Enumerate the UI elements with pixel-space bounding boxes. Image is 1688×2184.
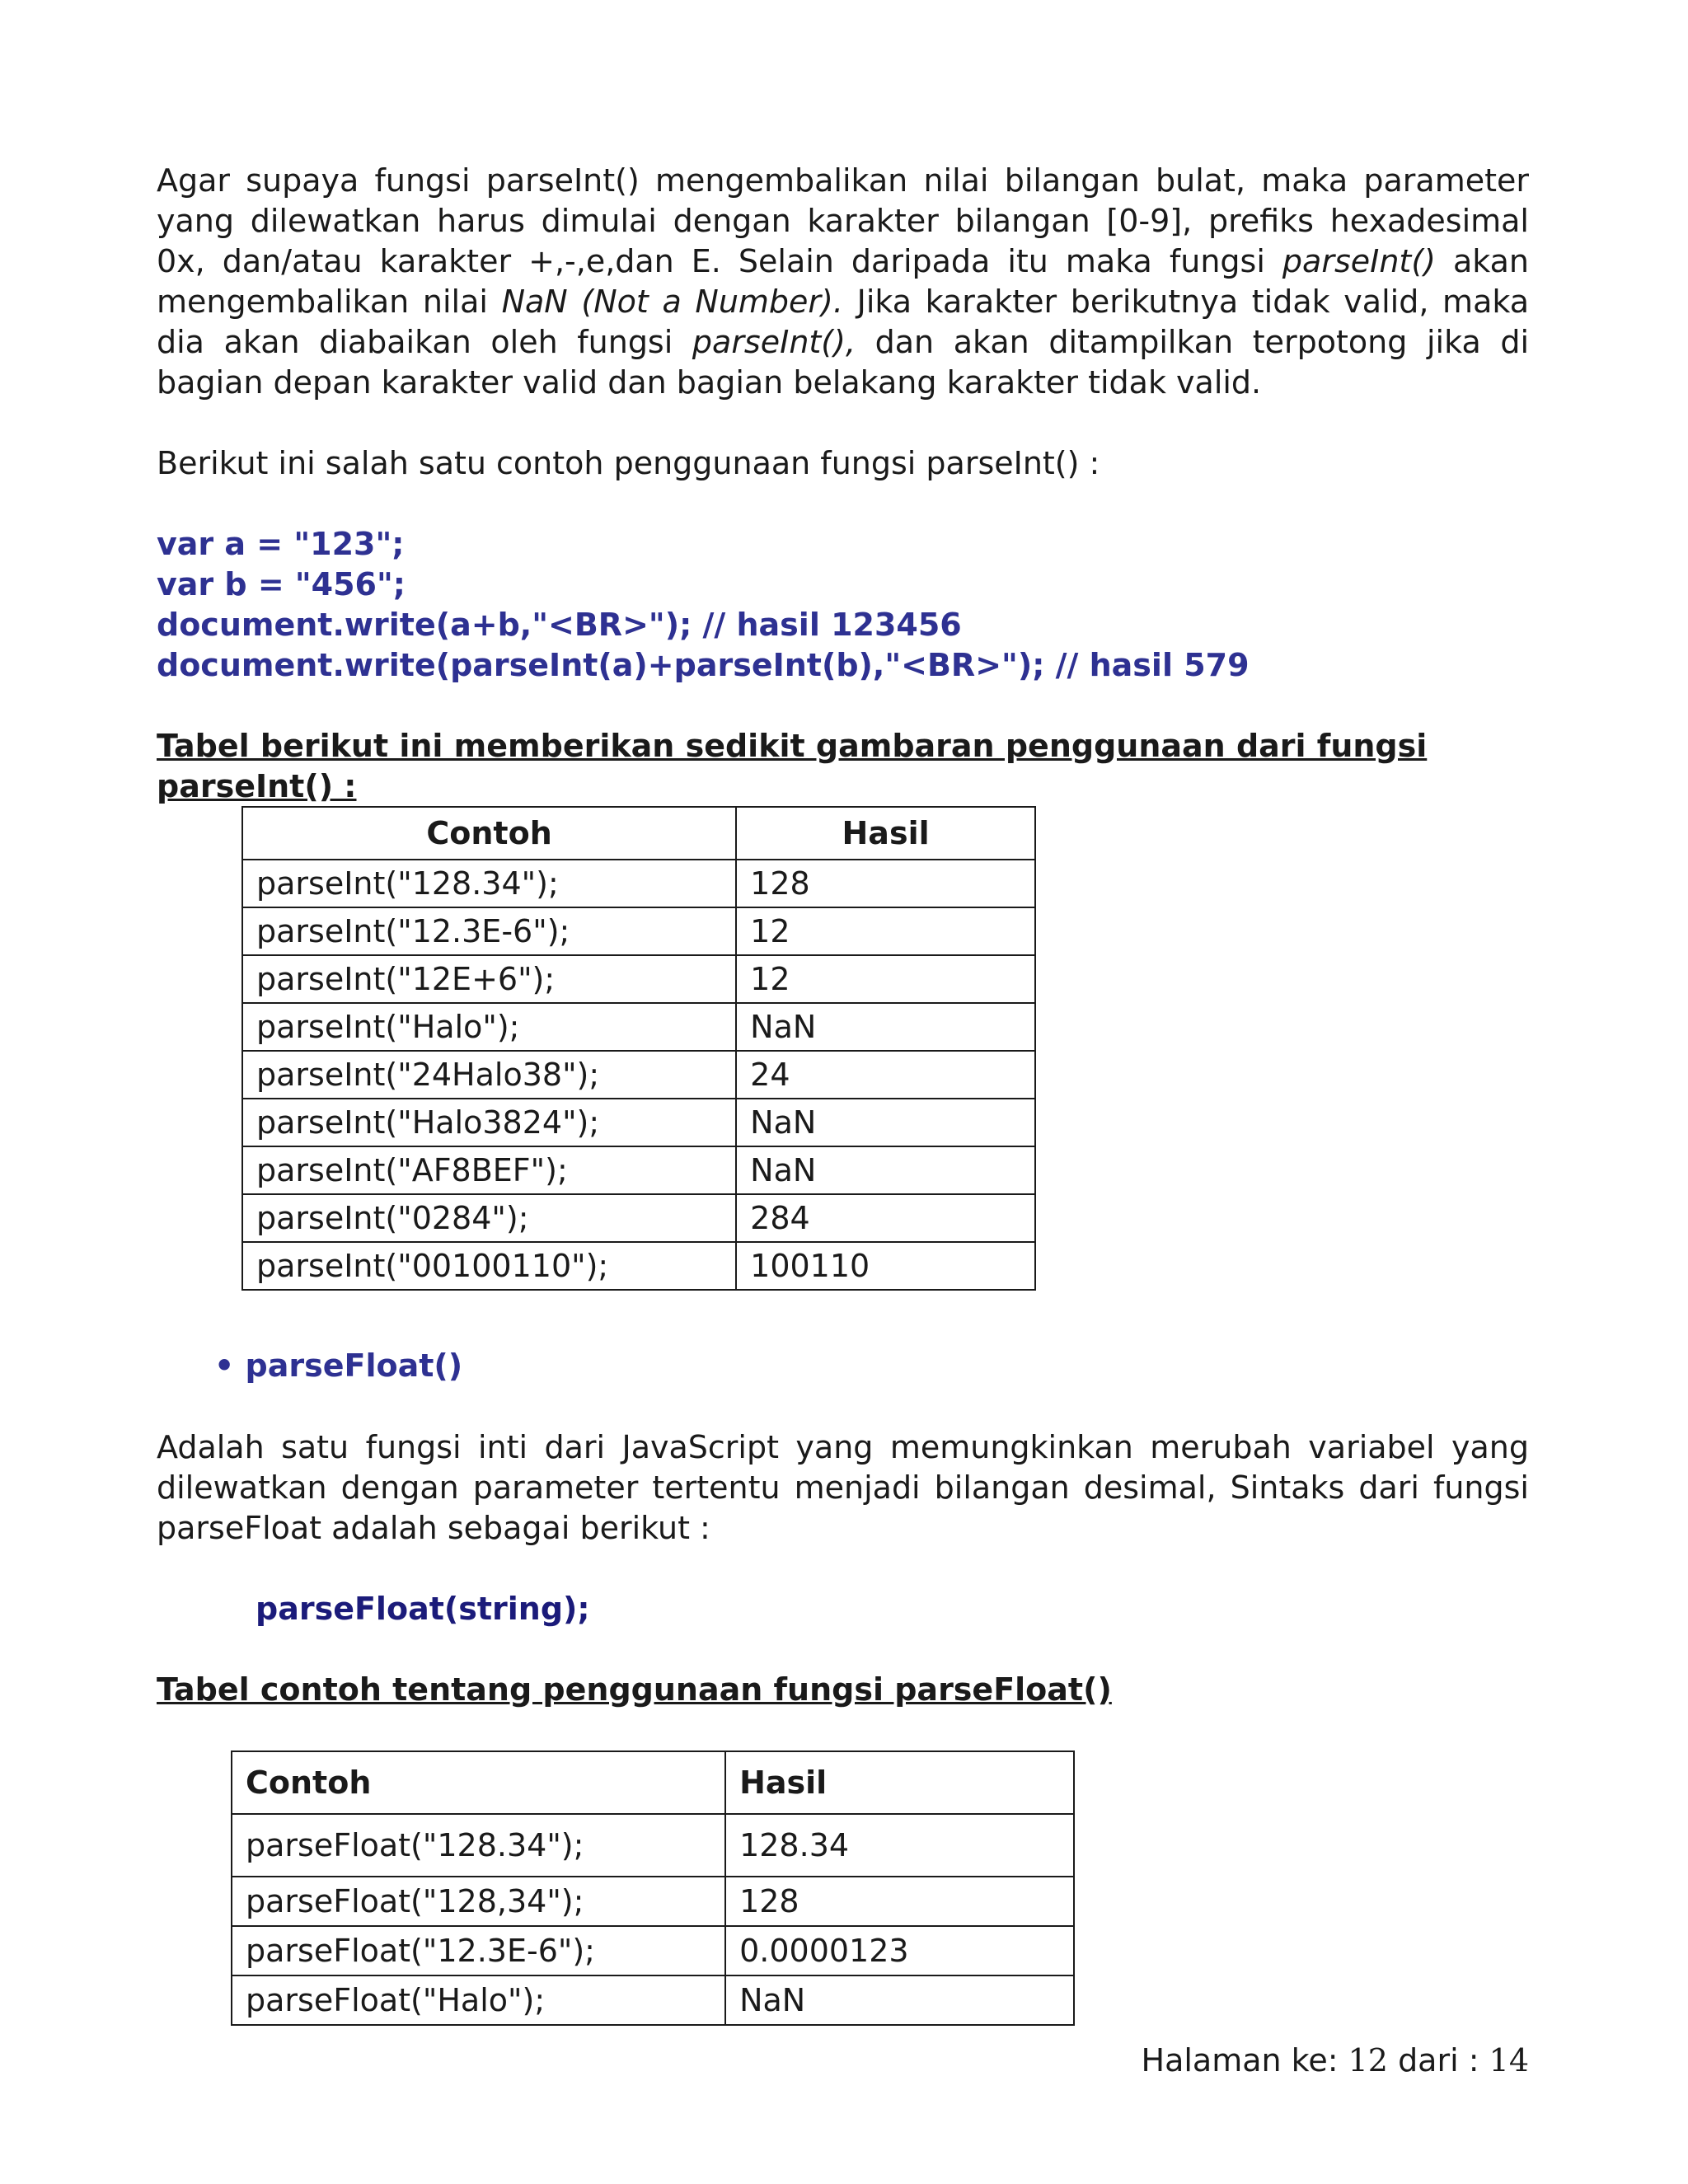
table-row (242, 907, 1035, 955)
cell-contoh: parseInt("Halo"); (242, 1003, 736, 1051)
text-segment: 0x, dan/atau karakter +,-,e,dan E. Selain daripada itu maka fungsi (157, 243, 1282, 279)
cell-contoh: parseInt("24Halo38"); (242, 1051, 736, 1099)
cell-contoh: parseInt("0284"); (242, 1194, 736, 1242)
main-content (157, 161, 1529, 807)
table-header-row (232, 1751, 1074, 1814)
paragraph-parsefloat (157, 1427, 1529, 1549)
table-row (242, 1003, 1035, 1051)
paragraph-line: dilewatkan dengan parameter tertentu menjadi bilangan desimal, Sintaks dari fungsi (157, 1469, 1529, 1506)
text-segment: dia akan diabaikan oleh fungsi (157, 324, 692, 360)
cell-hasil: 100110 (736, 1242, 1035, 1290)
cell-hasil: NaN (736, 1146, 1035, 1194)
code-line: document.write(a+b,"<BR>"); // hasil 123456 (157, 607, 962, 643)
table-row (242, 955, 1035, 1003)
italic-term: parseInt() (1282, 243, 1436, 279)
paragraph-line (157, 282, 1529, 322)
table-header-row (242, 807, 1035, 860)
cell-contoh: parseInt("128.34"); (242, 860, 736, 907)
cell-hasil: 0.0000123 (725, 1926, 1074, 1975)
page-total: 14 (1489, 2042, 1529, 2079)
parsefloat-heading: • parseFloat() (214, 1347, 463, 1384)
code-line: var a = "123"; (157, 526, 405, 562)
cell-contoh: parseFloat("128.34"); (232, 1814, 725, 1877)
column-header-hasil: Hasil (736, 807, 1035, 860)
text-segment: dan akan ditampilkan terpotong jika di (856, 324, 1530, 360)
table1-title: Tabel berikut ini memberikan sedikit gambaran penggunaan dari fungsi parseInt() : (157, 728, 1428, 804)
paragraph-line (157, 322, 1529, 363)
column-header-contoh: Contoh (242, 807, 736, 860)
cell-hasil: 128 (736, 860, 1035, 907)
page-footer (1142, 2042, 1530, 2079)
syntax-code: parseFloat(string); (256, 1591, 590, 1627)
italic-term: parseInt(), (692, 324, 856, 360)
italic-term: NaN (Not a Number). (501, 284, 843, 320)
intro-text: Berikut ini salah satu contoh penggunaan fungsi parseInt() : (157, 445, 1100, 481)
cell-hasil: 128.34 (725, 1814, 1074, 1877)
paragraph-line: Agar supaya fungsi parseInt() mengembalikan nilai bilangan bulat, maka parameter (157, 162, 1529, 199)
text-segment: akan (1435, 243, 1530, 279)
cell-contoh: parseFloat("Halo"); (232, 1975, 725, 2025)
cell-contoh: parseInt("12E+6"); (242, 955, 736, 1003)
paragraph-line: bagian depan karakter valid dan bagian belakang karakter tidak valid. (157, 364, 1262, 401)
cell-contoh: parseInt("00100110"); (242, 1242, 736, 1290)
table-row (242, 1242, 1035, 1290)
cell-hasil: NaN (725, 1975, 1074, 2025)
cell-hasil: 12 (736, 907, 1035, 955)
paragraph-line: Adalah satu fungsi inti dari JavaScript yang memungkinkan merubah variabel yang (157, 1429, 1529, 1465)
cell-hasil: 128 (725, 1877, 1074, 1926)
cell-hasil: 12 (736, 955, 1035, 1003)
table-row (232, 1926, 1074, 1975)
cell-contoh: parseFloat("128,34"); (232, 1877, 725, 1926)
text-segment: mengembalikan nilai (157, 284, 502, 320)
cell-hasil: NaN (736, 1099, 1035, 1146)
table2-title: Tabel contoh tentang penggunaan fungsi parseFloat() (157, 1671, 1112, 1708)
page-number: 12 (1348, 2042, 1388, 2079)
cell-contoh: parseInt("12.3E-6"); (242, 907, 736, 955)
table-row (242, 1051, 1035, 1099)
column-header-contoh: Contoh (232, 1751, 725, 1814)
cell-contoh: parseInt("Halo3824"); (242, 1099, 736, 1146)
cell-hasil: 284 (736, 1194, 1035, 1242)
parseint-table (241, 806, 1036, 1291)
cell-hasil: NaN (736, 1003, 1035, 1051)
code-line: document.write(parseInt(a)+parseInt(b),"<BR>"); // hasil 579 (157, 647, 1250, 683)
parsefloat-table (231, 1750, 1075, 2026)
paragraph-parseint (157, 161, 1529, 403)
text-segment: Jika karakter berikutnya tidak valid, maka (842, 284, 1529, 320)
table-row (232, 1975, 1074, 2025)
paragraph-line: parseFloat adalah sebagai berikut : (157, 1510, 710, 1546)
footer-label: Halaman ke: (1141, 2042, 1339, 2079)
code-line: var b = "456"; (157, 566, 406, 602)
column-header-hasil: Hasil (725, 1751, 1074, 1814)
table-row (242, 1194, 1035, 1242)
cell-hasil: 24 (736, 1051, 1035, 1099)
footer-of-label: dari : (1398, 2042, 1479, 2079)
table-row (242, 860, 1035, 907)
cell-contoh: parseInt("AF8BEF"); (242, 1146, 736, 1194)
cell-contoh: parseFloat("12.3E-6"); (232, 1926, 725, 1975)
code-block (157, 524, 1529, 686)
table-row (242, 1146, 1035, 1194)
table-row (232, 1814, 1074, 1877)
paragraph-line: yang dilewatkan harus dimulai dengan karakter bilangan [0-9], prefiks hexadesimal (157, 203, 1529, 239)
table-row (232, 1877, 1074, 1926)
table-row (242, 1099, 1035, 1146)
paragraph-line (157, 241, 1529, 282)
